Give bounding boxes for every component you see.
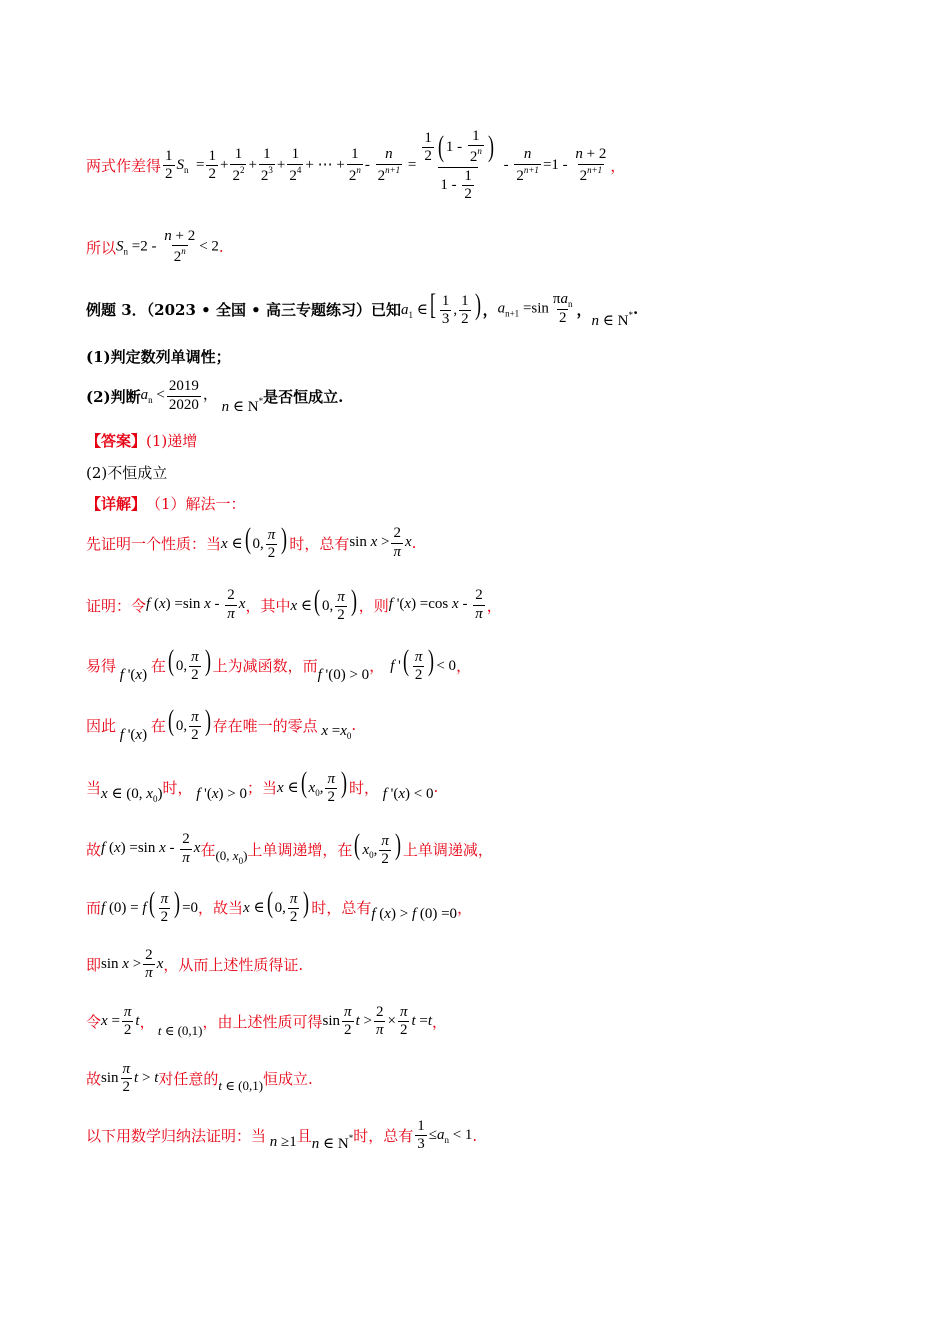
step-induction: 以下用数学归纳法证明：当 n ≥1 且 n ∈ N* 时，总有 $\frac{1}{3}$ $\le a_n < 1$ . (86, 1118, 478, 1153)
step-proof: 证明：令 f (x) =sin x - $\frac{2}{\pi}$ x ，其中 x ∈( 0, $\frac{\pi}{2}$ ) ，则 f '(x) =cos x - $\frac{2}{\pi}$ ， (86, 584, 502, 624)
step-substitution: 令 x = $\frac{\pi}{2}$ t ， t ∈ (0,1) ，由上述性质可得 sin $\frac{\pi}{2}$ t > $\frac{2}{\pi}$ × $\frac{\pi}{2}$ t =t ， (86, 1004, 448, 1039)
question-1: (1)判定数列单调性； (86, 348, 231, 366)
step-decreasing: 易得 f '(x) 在 ( 0, $\frac{\pi}{2}$ ) 上为减函数，而 f '(0) > 0 ， f '( $\frac{\pi}{2}$ ) < 0 ， (86, 644, 472, 684)
detail-tag: 【详解】 (86, 495, 147, 513)
example-3-heading: 例题 3．（2023 • 全国 • 高三专题练习）已知 $a_1$ ∈[ $\frac{1}{3}$ , $\frac{1}{2}$ ) ， $a_{n+1} =\sin$ $\frac{\pi a_n}{2}$ ， n ∈ N* . (86, 287, 639, 329)
answer-tag: 【答案】 (86, 432, 147, 450)
step-endpoints: 而 f (0) = f( $\frac{\pi}{2}$ ) =0 ，故当 x ∈( 0, $\frac{\pi}{2}$ ) 时，总有 f (x) > f (0) =0 ， (86, 886, 473, 926)
conclusion-line: 所以 $S_n =2$ - $\frac{n + 2}{2^n}$ < 2 . (86, 228, 224, 266)
step-sign: 当 x ∈ (0, $x_0$) 时， f '(x) > 0 ；当 x ∈( $x_0$, $\frac{\pi}{2}$ ) 时， f '(x) < 0 . (86, 766, 439, 806)
step-monotonic: 故 f (x) =sin x - $\frac{2}{\pi}$ x 在 (0, $x_0$) 上单调递增，在 ( $x_0$, $\frac{\pi}{2}$ ) 上单调递减， (86, 828, 493, 868)
answer-line: 【答案】 (1)递增 (86, 432, 198, 450)
difference-label: 两式作差得 (86, 157, 162, 175)
conclusion-formula: $S_n =2$ - $\frac{n + 2}{2^n}$ < 2 (116, 228, 219, 266)
step-property-proved: 即 sin x > $\frac{2}{\pi}$ x ，从而上述性质得证. (86, 947, 304, 982)
question-2: (2)判断 $a_n$ < $\frac{2019}{2020}$ ， n ∈ N* 是否恒成立. (86, 378, 344, 415)
difference-formula: $\frac{1}{2}$ $S_n$ = $\frac{1}{2}$ + $\frac{1}{2^2}$ + $\frac{1}{2^3}$ + $\frac{1}{2^4}$ + ⋯ + $\frac{1}{2^n}$ - $\frac{n}{2^{n+1}}$ = $\frac{1}{2}$ ( 1 - $\frac{1}{2^n}$ ) 1 - $\frac{1}{2}$ - $\frac{n}{2^{n+1}}$ =1 - $\frac{n + 2}{2^{n+1}}$ (165, 128, 607, 202)
step-zero-point: 因此 f '(x) 在 ( 0, $\frac{\pi}{2}$ ) 存在唯一的零点 $x =x_0$ . (86, 704, 357, 744)
difference-equation-line: 两式作差得 $\frac{1}{2}$ $S_n$ = $\frac{1}{2}$ + $\frac{1}{2^2}$ + $\frac{1}{2^3}$ + $\frac{1}{2^4}$ + ⋯ + $\frac{1}{2^n}$ - $\frac{n}{2^{n+1}}$ = $\frac{1}{2}$ ( 1 - $\frac{1}{2^n}$ ) 1 - $\frac{1}{2}$ - $\frac{n}{2^{n+1}}$ =1 - $\frac{n + 2}{2^{n+1}}$ ， (86, 128, 626, 202)
step-property: 先证明一个性质：当 x ∈( 0, $\frac{\pi}{2}$ ) 时，总有 sin x > $\frac{2}{\pi}$ x . (86, 522, 417, 562)
detail-line: 【详解】 （1）解法一： (86, 495, 246, 513)
step-inequality: 故 sin $\frac{\pi}{2}$ t > t 对任意的 t ∈ (0,1) 恒成立. (86, 1061, 313, 1096)
answer-line-2: (2)不恒成立 (86, 464, 168, 482)
